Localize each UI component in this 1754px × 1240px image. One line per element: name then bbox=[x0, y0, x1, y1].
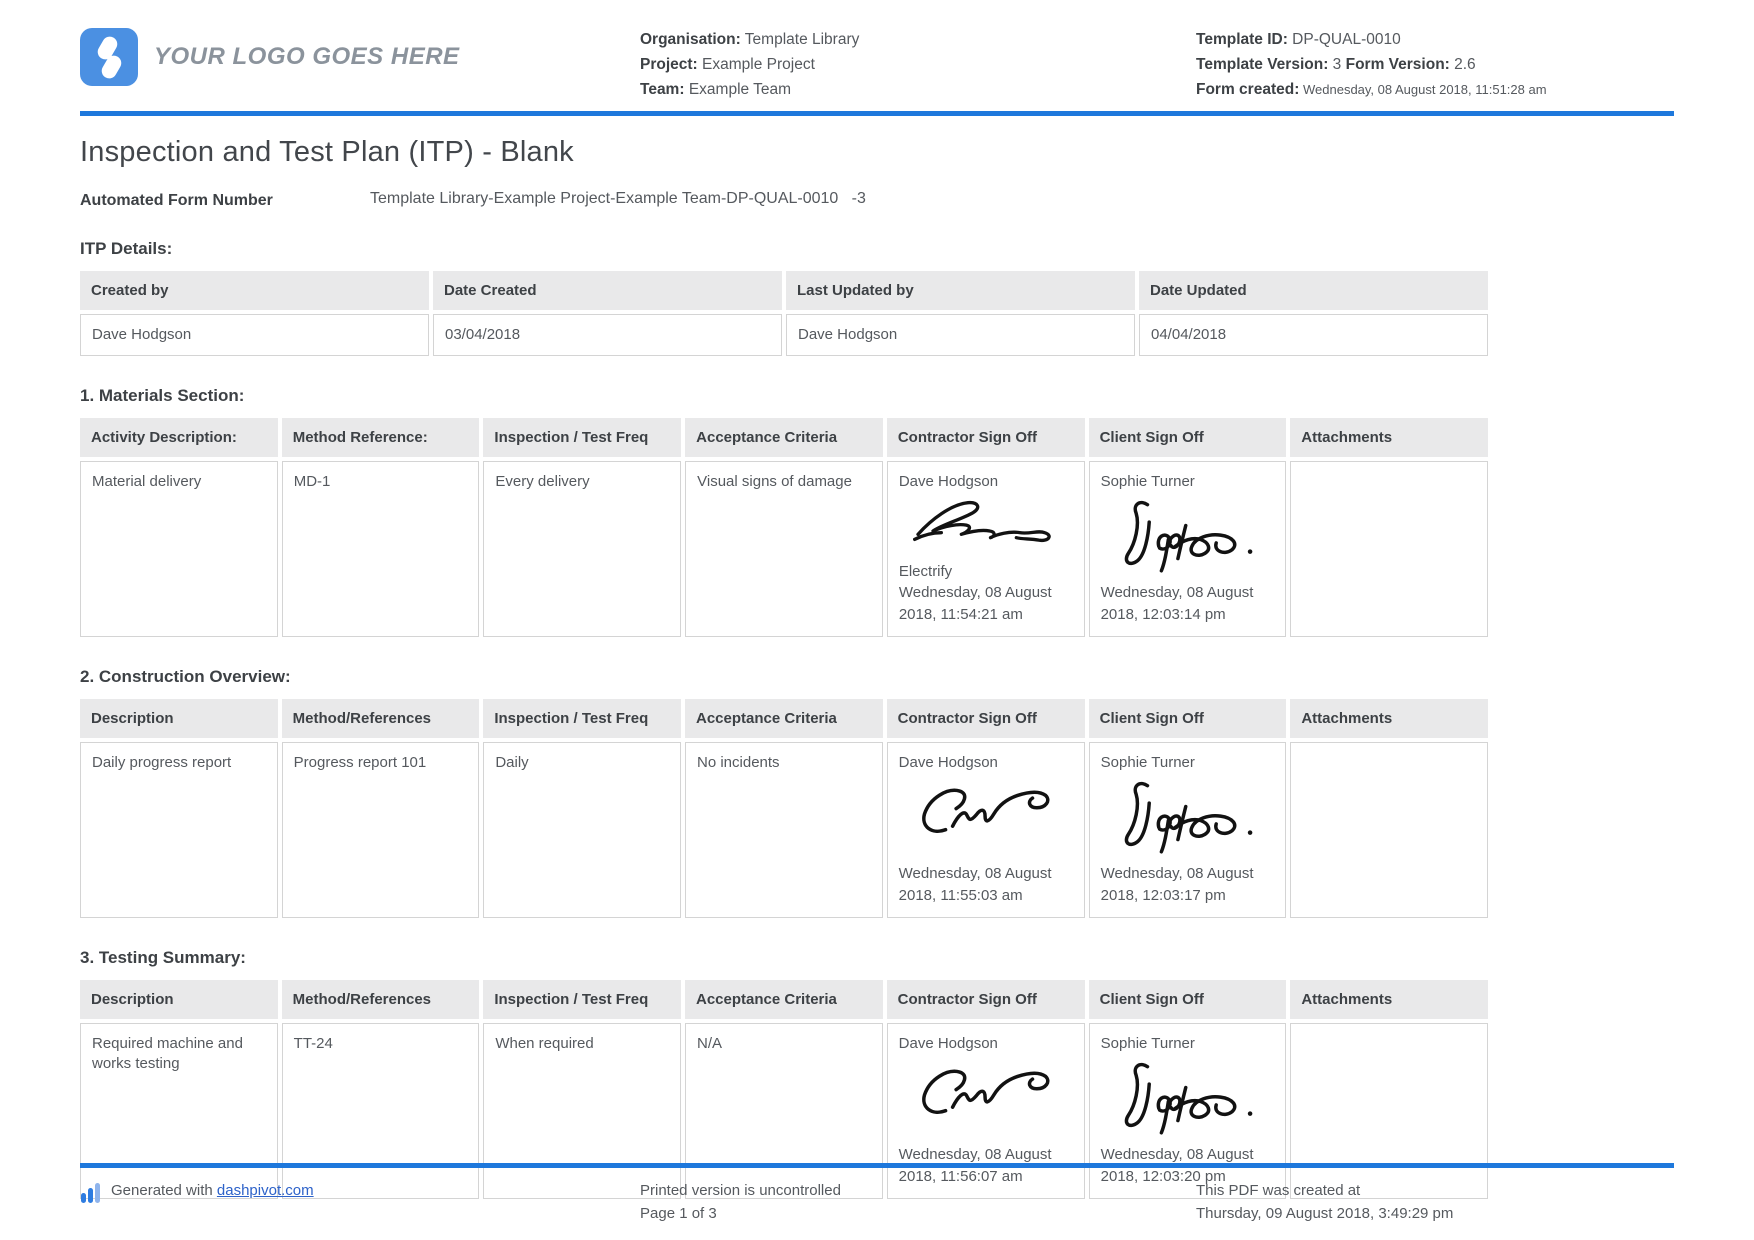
signoff-timestamp: Wednesday, 08 August 2018, 11:55:03 am bbox=[898, 865, 1052, 905]
column-header: Date Created bbox=[433, 271, 782, 310]
itp-details-table bbox=[80, 271, 1488, 356]
team-value: Example Team bbox=[684, 81, 792, 99]
column-header: Last Updated by bbox=[786, 271, 1135, 310]
dave-hodgson-signature-image bbox=[913, 1058, 1073, 1130]
table-cell: 04/04/2018 bbox=[1139, 314, 1488, 356]
document-footer bbox=[80, 1163, 1674, 1225]
signer-name: Sophie Turner bbox=[1100, 1034, 1195, 1052]
signoff-timestamp: Wednesday, 08 August 2018, 12:03:17 pm bbox=[1100, 865, 1254, 905]
column-header: Acceptance Criteria bbox=[685, 699, 883, 738]
table-cell: Material delivery bbox=[80, 461, 278, 637]
table-cell: MD-1 bbox=[282, 461, 480, 637]
bar-chart-icon bbox=[80, 1182, 102, 1204]
document-header bbox=[80, 26, 1674, 102]
project-label: Project: bbox=[640, 56, 698, 74]
column-header: Contractor Sign Off bbox=[887, 699, 1085, 738]
header-divider bbox=[80, 111, 1674, 116]
contractor-signoff-cell bbox=[887, 461, 1085, 637]
footer-generated bbox=[80, 1180, 640, 1225]
table-cell: No incidents bbox=[685, 742, 883, 918]
column-header: Method/References bbox=[282, 980, 480, 1019]
column-header: Attachments bbox=[1290, 980, 1488, 1019]
table-cell: Dave Hodgson bbox=[786, 314, 1135, 356]
company-logo-icon bbox=[80, 28, 138, 86]
column-header: Inspection / Test Freq bbox=[483, 699, 681, 738]
organisation-line bbox=[640, 27, 1196, 52]
signoff-timestamp: Wednesday, 08 August 2018, 12:03:14 pm bbox=[1100, 584, 1254, 624]
project-value: Example Project bbox=[697, 56, 815, 74]
section-heading: 1. Materials Section: bbox=[80, 385, 245, 405]
dave-hodgson-signature-image bbox=[913, 496, 1063, 556]
logo-area bbox=[80, 26, 640, 86]
footer-created-info bbox=[1196, 1180, 1674, 1225]
signer-name: Dave Hodgson bbox=[898, 1034, 998, 1052]
template-version-label: Template Version: bbox=[1196, 56, 1329, 74]
itp-details-heading: ITP Details: bbox=[80, 238, 173, 258]
table-cell: 03/04/2018 bbox=[433, 314, 782, 356]
team-line bbox=[640, 77, 1196, 102]
table-cell: N/A bbox=[685, 1023, 883, 1199]
table-cell: Progress report 101 bbox=[282, 742, 480, 918]
column-header: Activity Description: bbox=[80, 418, 278, 457]
column-header: Attachments bbox=[1290, 699, 1488, 738]
signer-name: Sophie Turner bbox=[1100, 753, 1195, 771]
template-id-value: DP-QUAL-0010 bbox=[1287, 31, 1401, 48]
sophie-turner-signature-image bbox=[1115, 1058, 1273, 1138]
column-header: Method/References bbox=[282, 699, 480, 738]
column-header: Date Updated bbox=[1139, 271, 1488, 310]
pdf-created-value: Thursday, 09 August 2018, 3:49:29 pm bbox=[1196, 1204, 1454, 1222]
table-cell: When required bbox=[483, 1023, 681, 1199]
form-version-value: 2.6 bbox=[1449, 56, 1476, 74]
form-created-value: Wednesday, 08 August 2018, 11:51:28 am bbox=[1299, 82, 1547, 98]
column-header: Client Sign Off bbox=[1089, 418, 1287, 457]
column-header: Client Sign Off bbox=[1089, 980, 1287, 1019]
table-cell: Daily bbox=[483, 742, 681, 918]
table-cell: Daily progress report bbox=[80, 742, 278, 918]
uncontrolled-notice: Printed version is uncontrolled bbox=[640, 1182, 841, 1199]
automated-form-number-value: Template Library-Example Project-Example Team-DP-QUAL-0010 -3 bbox=[370, 190, 866, 208]
table-cell: Dave Hodgson bbox=[80, 314, 429, 356]
column-header: Attachments bbox=[1290, 418, 1488, 457]
template-version-value: 3 bbox=[1328, 56, 1346, 74]
footer-page-info bbox=[640, 1180, 1196, 1225]
column-header: Description bbox=[80, 980, 278, 1019]
form-version-label: Form Version: bbox=[1345, 56, 1450, 74]
signer-name: Sophie Turner bbox=[1100, 472, 1195, 490]
signoff-meta bbox=[899, 561, 1073, 626]
table-cell: TT-24 bbox=[282, 1023, 480, 1199]
column-header: Contractor Sign Off bbox=[887, 980, 1085, 1019]
form-created-label: Form created: bbox=[1196, 81, 1300, 99]
signer-name: Dave Hodgson bbox=[898, 472, 999, 490]
header-template-block bbox=[1196, 26, 1674, 102]
column-header: Method Reference: bbox=[282, 418, 480, 457]
form-created-line bbox=[1196, 77, 1674, 102]
versions-line bbox=[1196, 52, 1674, 77]
column-header: Created by bbox=[80, 271, 429, 310]
section-heading: 3. Testing Summary: bbox=[80, 947, 246, 967]
construction-table bbox=[80, 699, 1488, 918]
client-signoff-cell bbox=[1089, 742, 1287, 918]
column-header: Inspection / Test Freq bbox=[483, 980, 681, 1019]
logo-placeholder-text: YOUR LOGO GOES HERE bbox=[154, 43, 460, 70]
footer-divider bbox=[80, 1163, 1674, 1168]
attachments-cell bbox=[1290, 461, 1488, 637]
automated-form-number-label: Automated Form Number bbox=[80, 192, 273, 210]
signoff-timestamp: Wednesday, 08 August 2018, 11:56:07 am bbox=[898, 1146, 1052, 1186]
dashpivot-link[interactable]: dashpivot.com bbox=[216, 1182, 314, 1199]
organisation-value: Template Library bbox=[740, 31, 860, 48]
template-id-line bbox=[1196, 27, 1674, 52]
column-header: Description bbox=[80, 699, 278, 738]
team-label: Team: bbox=[640, 81, 685, 99]
section-heading: 2. Construction Overview: bbox=[80, 666, 291, 686]
signoff-timestamp: Wednesday, 08 August 2018, 11:54:21 am bbox=[898, 584, 1052, 624]
column-header: Inspection / Test Freq bbox=[483, 418, 681, 457]
page-title: Inspection and Test Plan (ITP) - Blank bbox=[80, 136, 574, 169]
page-number: Page 1 of 3 bbox=[640, 1204, 717, 1222]
generated-with-line bbox=[111, 1180, 314, 1203]
client-signoff-cell bbox=[1089, 461, 1287, 637]
table-cell: Visual signs of damage bbox=[685, 461, 883, 637]
generated-with-text: Generated with bbox=[111, 1182, 217, 1199]
header-org-block bbox=[640, 26, 1196, 102]
dave-hodgson-signature-image bbox=[913, 777, 1073, 849]
signer-company: Electrify bbox=[898, 562, 953, 580]
contractor-signoff-cell bbox=[887, 742, 1085, 918]
attachments-cell bbox=[1290, 742, 1488, 918]
sophie-turner-signature-image bbox=[1115, 496, 1273, 576]
signoff-timestamp: Wednesday, 08 August 2018, 12:03:20 pm bbox=[1100, 1146, 1254, 1186]
column-header: Client Sign Off bbox=[1089, 699, 1287, 738]
table-cell: Every delivery bbox=[483, 461, 681, 637]
table-cell: Required machine and works testing bbox=[80, 1023, 278, 1199]
sophie-turner-signature-image bbox=[1115, 777, 1273, 857]
signer-name: Dave Hodgson bbox=[898, 753, 998, 771]
column-header: Acceptance Criteria bbox=[685, 980, 883, 1019]
project-line bbox=[640, 52, 1196, 77]
column-header: Acceptance Criteria bbox=[685, 418, 883, 457]
organisation-label: Organisation: bbox=[640, 31, 741, 48]
automated-form-number bbox=[80, 189, 1674, 212]
column-header: Contractor Sign Off bbox=[887, 418, 1085, 457]
pdf-created-label: This PDF was created at bbox=[1196, 1182, 1361, 1199]
materials-table bbox=[80, 418, 1488, 637]
template-id-label: Template ID: bbox=[1196, 31, 1288, 48]
